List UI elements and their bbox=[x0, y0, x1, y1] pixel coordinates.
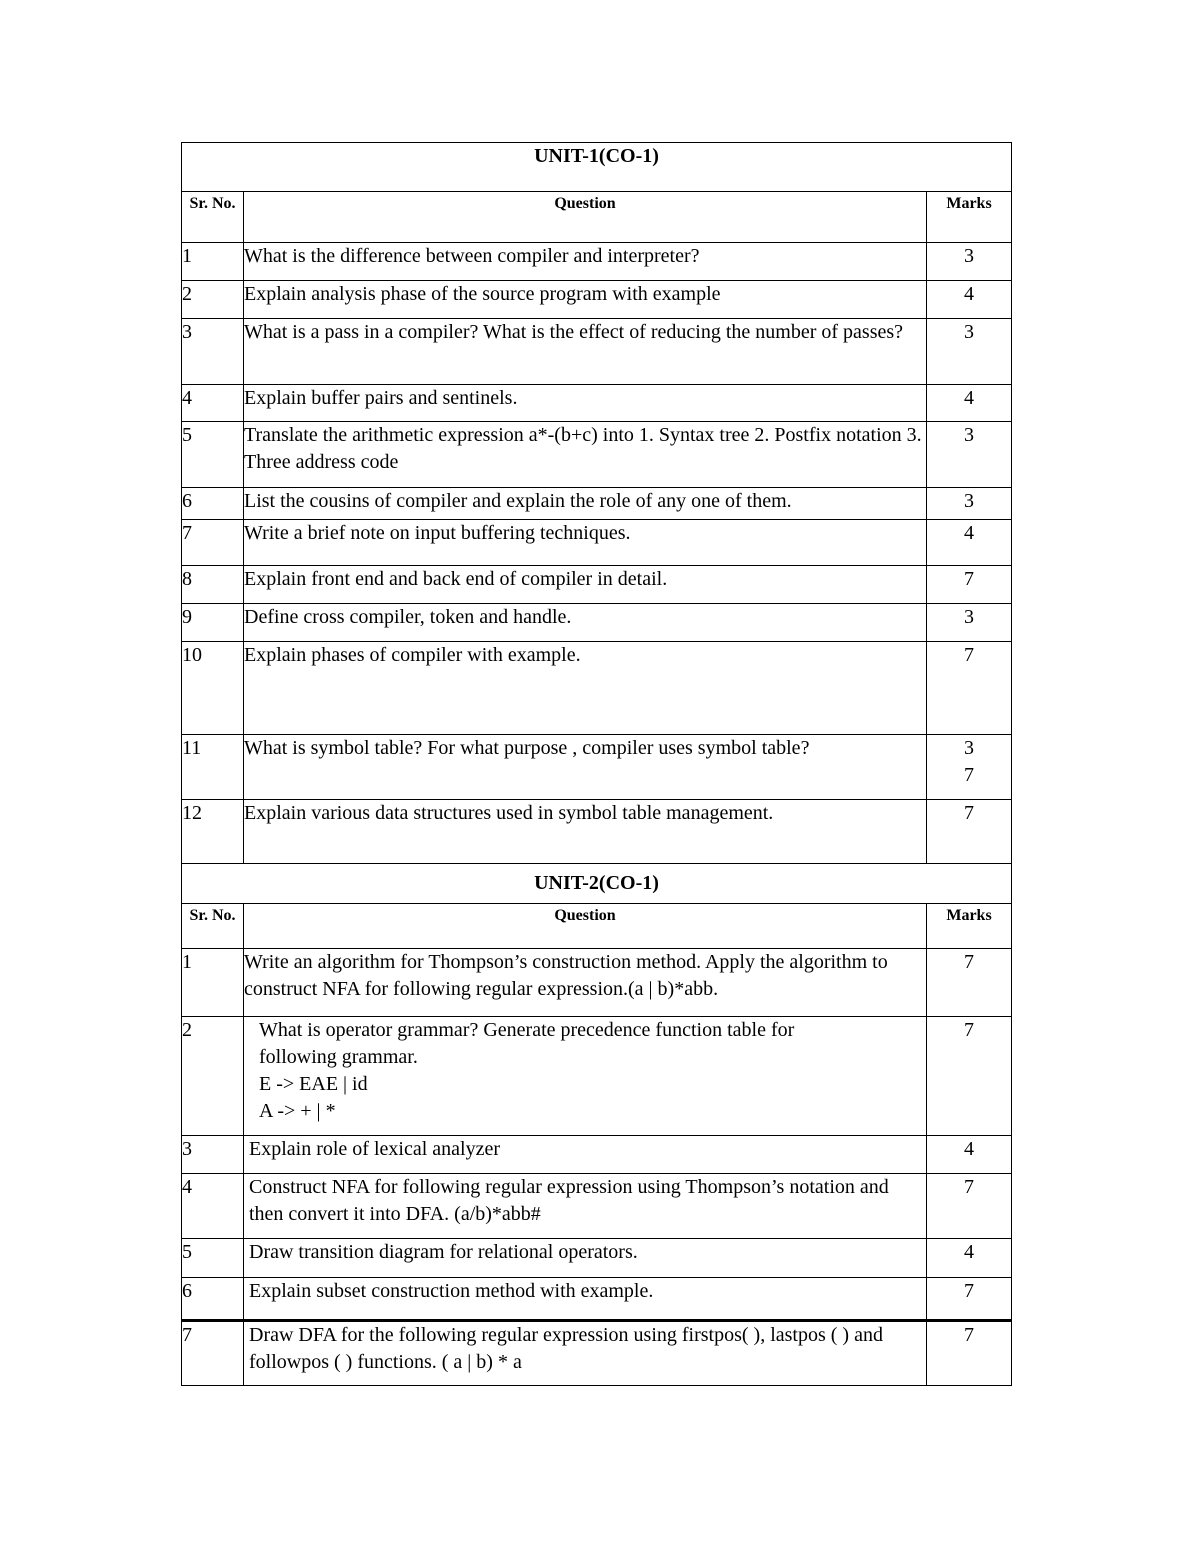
marks-value: 3 bbox=[927, 243, 1012, 281]
table-row bbox=[182, 243, 1012, 281]
table-row bbox=[182, 642, 1012, 735]
marks-value: 7 bbox=[927, 1278, 1012, 1321]
grammar-line: E -> EAE | id bbox=[259, 1073, 368, 1095]
question-text: Draw DFA for the following regular expression using firstpos( ), lastpos ( ) and followpos ( ) functions. ( a | b) * a bbox=[244, 1321, 927, 1386]
table-row bbox=[182, 1174, 1012, 1239]
table-row bbox=[182, 1239, 1012, 1278]
question-text: What is symbol table? For what purpose , compiler uses symbol table? bbox=[244, 735, 927, 800]
question-bank-table bbox=[181, 142, 1012, 1386]
question-line: What is operator grammar? Generate precedence function table for bbox=[259, 1019, 795, 1041]
question-text: Translate the arithmetic expression a*-(b+c) into 1. Syntax tree 2. Postfix notation 3. Three address code bbox=[244, 422, 927, 488]
table-row bbox=[182, 422, 1012, 488]
sr-no: 5 bbox=[182, 422, 244, 488]
question-text: Explain buffer pairs and sentinels. bbox=[244, 385, 927, 422]
grammar-line: A -> + | * bbox=[259, 1100, 336, 1122]
marks-value-line: 7 bbox=[964, 764, 974, 786]
marks-value: 7 bbox=[927, 800, 1012, 864]
unit-title-row bbox=[182, 143, 1012, 192]
marks-value: 3 bbox=[927, 604, 1012, 642]
marks-value: 7 bbox=[927, 566, 1012, 604]
table-row bbox=[182, 1278, 1012, 1321]
header-row bbox=[182, 904, 1012, 949]
question-text: Explain front end and back end of compiler in detail. bbox=[244, 566, 927, 604]
table-row bbox=[182, 949, 1012, 1017]
sr-no: 3 bbox=[182, 1136, 244, 1174]
table-row bbox=[182, 604, 1012, 642]
unit-title-row bbox=[182, 864, 1012, 904]
table-row bbox=[182, 1321, 1012, 1386]
sr-no: 10 bbox=[182, 642, 244, 735]
table-row bbox=[182, 735, 1012, 800]
marks-value: 3 bbox=[927, 422, 1012, 488]
sr-no: 4 bbox=[182, 385, 244, 422]
sr-no: 4 bbox=[182, 1174, 244, 1239]
marks-value: 7 bbox=[927, 949, 1012, 1017]
table-row bbox=[182, 800, 1012, 864]
question-text bbox=[244, 1017, 927, 1136]
marks-value: 7 bbox=[927, 1321, 1012, 1386]
question-text: List the cousins of compiler and explain the role of any one of them. bbox=[244, 488, 927, 520]
question-line: following grammar. bbox=[259, 1046, 418, 1068]
marks-value: 4 bbox=[927, 1239, 1012, 1278]
table-row bbox=[182, 1017, 1012, 1136]
marks-value: 3 bbox=[927, 488, 1012, 520]
question-text: Explain phases of compiler with example. bbox=[244, 642, 927, 735]
unit-title: UNIT-2(CO-1) bbox=[182, 864, 1012, 904]
sr-no: 8 bbox=[182, 566, 244, 604]
marks-value: 4 bbox=[927, 1136, 1012, 1174]
question-text: Explain various data structures used in symbol table management. bbox=[244, 800, 927, 864]
question-text: Explain subset construction method with example. bbox=[244, 1278, 927, 1321]
marks-value: 4 bbox=[927, 385, 1012, 422]
marks-value: 7 bbox=[927, 642, 1012, 735]
sr-no: 7 bbox=[182, 520, 244, 566]
question-text: What is a pass in a compiler? What is the effect of reducing the number of passes? bbox=[244, 319, 927, 385]
question-text: Define cross compiler, token and handle. bbox=[244, 604, 927, 642]
table-row bbox=[182, 385, 1012, 422]
header-row bbox=[182, 192, 1012, 243]
marks-header: Marks bbox=[927, 904, 1012, 949]
question-text: Construct NFA for following regular expression using Thompson’s notation and then convert it into DFA. (a/b)*abb# bbox=[244, 1174, 927, 1239]
sr-no: 9 bbox=[182, 604, 244, 642]
sr-no: 3 bbox=[182, 319, 244, 385]
question-header: Question bbox=[244, 904, 927, 949]
marks-value-line: 3 bbox=[964, 737, 974, 759]
marks-value: 4 bbox=[927, 281, 1012, 319]
sr-no: 7 bbox=[182, 1321, 244, 1386]
table-row bbox=[182, 319, 1012, 385]
sr-no-header: Sr. No. bbox=[182, 904, 244, 949]
question-text: Write a brief note on input buffering techniques. bbox=[244, 520, 927, 566]
sr-no: 6 bbox=[182, 488, 244, 520]
sr-no: 2 bbox=[182, 1017, 244, 1136]
sr-no: 12 bbox=[182, 800, 244, 864]
sr-no: 11 bbox=[182, 735, 244, 800]
marks-value bbox=[927, 735, 1012, 800]
sr-no-header: Sr. No. bbox=[182, 192, 244, 243]
unit-title: UNIT-1(CO-1) bbox=[182, 143, 1012, 192]
sr-no: 6 bbox=[182, 1278, 244, 1321]
marks-value: 3 bbox=[927, 319, 1012, 385]
question-text: What is the difference between compiler and interpreter? bbox=[244, 243, 927, 281]
question-text: Explain analysis phase of the source program with example bbox=[244, 281, 927, 319]
table-row bbox=[182, 520, 1012, 566]
sr-no: 2 bbox=[182, 281, 244, 319]
marks-value: 7 bbox=[927, 1174, 1012, 1239]
question-text: Write an algorithm for Thompson’s construction method. Apply the algorithm to construct NFA for following regular expression.(a | b)*abb. bbox=[244, 949, 927, 1017]
marks-value: 4 bbox=[927, 520, 1012, 566]
table-row bbox=[182, 488, 1012, 520]
marks-value: 7 bbox=[927, 1017, 1012, 1136]
sr-no: 1 bbox=[182, 243, 244, 281]
question-header: Question bbox=[244, 192, 927, 243]
question-text: Explain role of lexical analyzer bbox=[244, 1136, 927, 1174]
question-text: Draw transition diagram for relational operators. bbox=[244, 1239, 927, 1278]
sr-no: 1 bbox=[182, 949, 244, 1017]
table-row bbox=[182, 281, 1012, 319]
table-row bbox=[182, 566, 1012, 604]
table-row bbox=[182, 1136, 1012, 1174]
sr-no: 5 bbox=[182, 1239, 244, 1278]
marks-header: Marks bbox=[927, 192, 1012, 243]
